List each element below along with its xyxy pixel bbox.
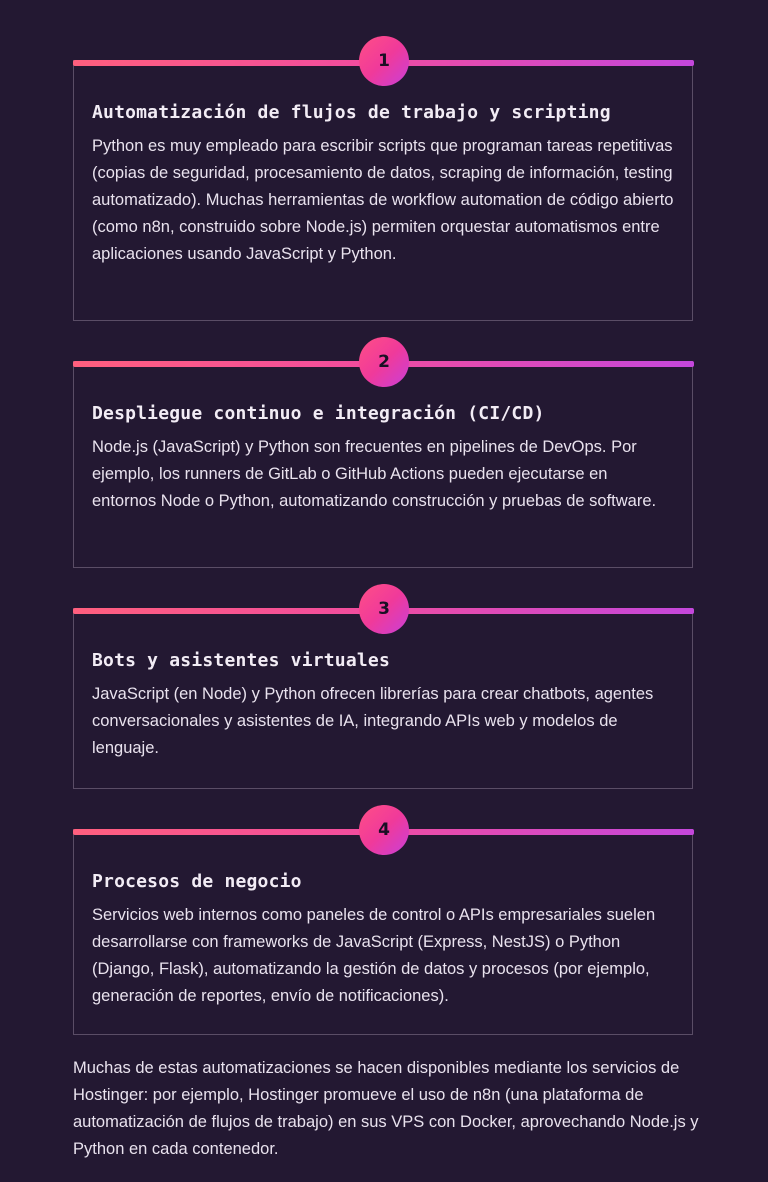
card-text: JavaScript (en Node) y Python ofrecen librerías para crear chatbots, agentes conversacionales y asistentes de IA, integrando APIs web y modelos de lenguaje. (92, 685, 654, 757)
step-number-badge: 4 (359, 805, 409, 855)
step-number-badge: 2 (359, 337, 409, 387)
card-bots (73, 599, 693, 789)
step-number-badge: 3 (359, 584, 409, 634)
card-title: Despliegue continuo e integración (CI/CD) (92, 403, 545, 424)
step-number-badge: 1 (359, 36, 409, 86)
card-text: Python es muy empleado para escribir scripts que programan tareas repetitivas (copias de seguridad, procesamiento de datos, scraping de información, testing automatizado). Muchas herramientas de workflow automation de código abierto (como n8n, construido sobre Node.js) permiten orquestar automatismos entre aplicaciones usando JavaScript y Python. (92, 137, 674, 263)
card-ci-cd (73, 352, 693, 568)
card-text: Node.js (JavaScript) y Python son frecuentes en pipelines de DevOps. Por ejemplo, los runners de GitLab o GitHub Actions pueden ejecutarse en entornos Node o Python, automatizando construcción y pruebas de software. (92, 438, 657, 510)
card-text: Servicios web internos como paneles de control o APIs empresariales suelen desarrollarse con frameworks de JavaScript (Express, NestJS) o Python (Django, Flask), automatizando la gestión de datos y procesos (por ejemplo, generación de reportes, envío de notificaciones). (92, 906, 656, 1005)
card-workflow-automation (73, 51, 693, 321)
closing-paragraph: Muchas de estas automatizaciones se hacen disponibles mediante los servicios de Hostinger: por ejemplo, Hostinger promueve el uso de n8n (una plataforma de automatización de flujos de trabajo) en sus VPS con Docker, aprovechando Node.js y Python en cada contenedor. (73, 1059, 699, 1158)
card-title: Bots y asistentes virtuales (92, 650, 390, 671)
card-title: Automatización de flujos de trabajo y scripting (92, 102, 611, 123)
card-business-processes (73, 820, 693, 1035)
card-title: Procesos de negocio (92, 871, 302, 892)
